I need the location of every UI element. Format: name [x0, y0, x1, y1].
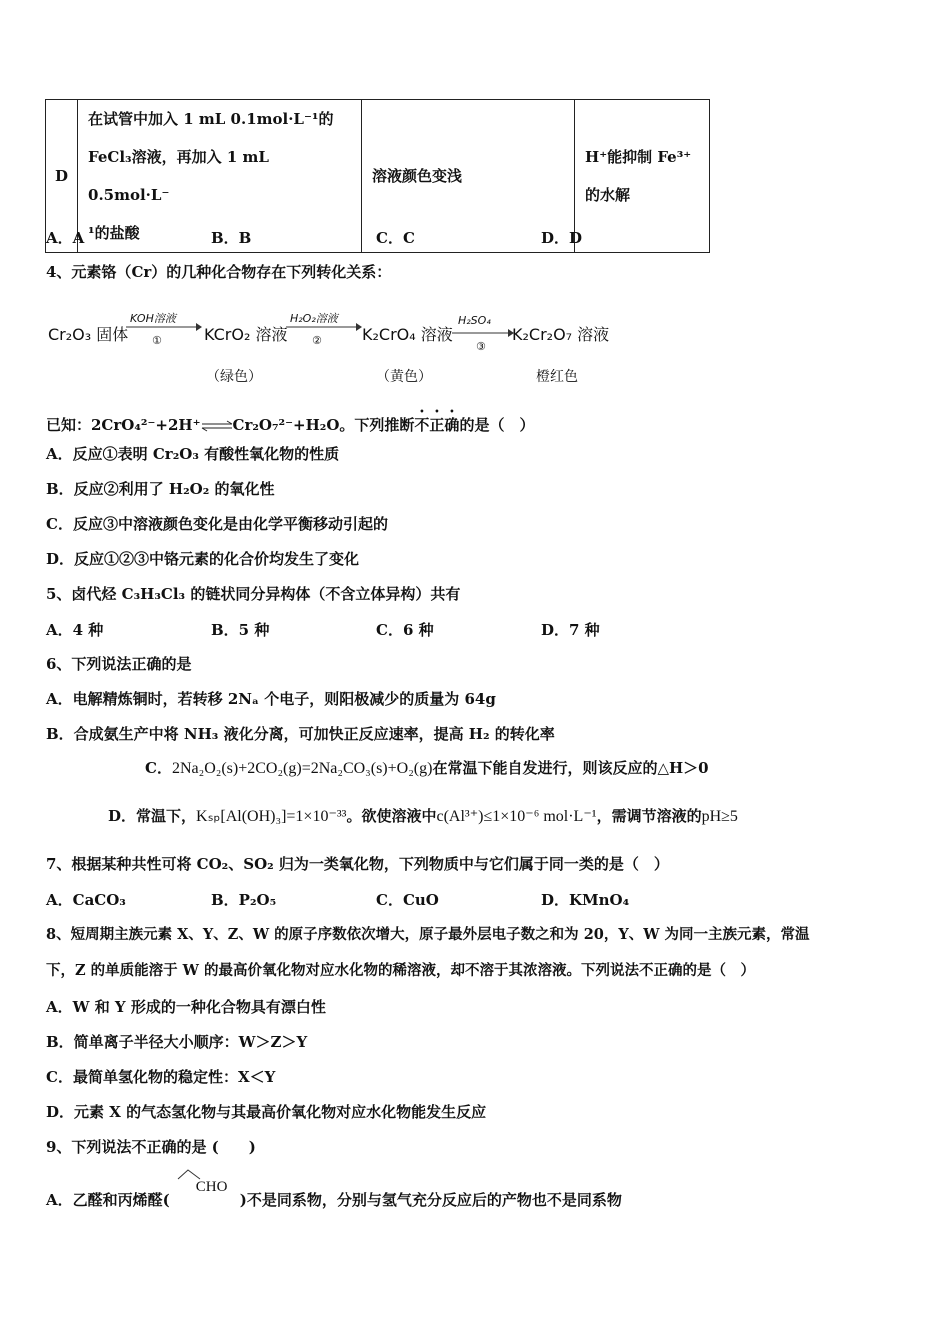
scheme-species-4: K₂Cr₂O₇ 溶液: [512, 325, 610, 344]
scheme-species-1: Cr₂O₃ 固体: [48, 325, 129, 344]
operation-line-2: FeCl₃溶液，再加入 1 mL 0.5mol·L⁻: [88, 148, 269, 204]
q6-option-b[interactable]: B．合成氨生产中将 NH₃ 液化分离，可加快正反应速率，提高 H₂ 的转化率: [46, 725, 555, 743]
q3-option-b[interactable]: B．B: [211, 229, 252, 247]
equilibrium-arrow-icon: [201, 420, 233, 432]
q7-option-b[interactable]: B．P₂O₅: [211, 891, 277, 909]
scheme-reagent-1: KOH溶液: [130, 312, 176, 325]
arrow-3-icon: [452, 328, 514, 338]
q4-option-b[interactable]: B．反应②利用了 H₂O₂ 的氧化性: [46, 480, 275, 498]
q7-option-a[interactable]: A．CaCO₃: [46, 891, 126, 909]
q7-option-d[interactable]: D．KMnO₄: [541, 891, 630, 909]
operation-line-1: 在试管中加入 1 mL 0.1mol·L⁻¹的: [88, 110, 334, 128]
q5-stem: 5、卤代烃 C₃H₃Cl₃ 的链状同分异构体（不含立体异构）共有: [46, 585, 461, 603]
q9-option-a[interactable]: A．乙醛和丙烯醛( CHO )不是同系物，分别与氢气充分反应后的产物也不是同系物: [46, 1185, 622, 1210]
q4-stem: 4、元素铬（Cr）的几种化合物存在下列转化关系：: [46, 263, 392, 281]
q8-option-c[interactable]: C．最简单氢化物的稳定性：X＜Y: [46, 1068, 276, 1086]
q8-stem-line-2: 下，Z 的单质能溶于 W 的最高价氧化物对应水化物的稀溶液，却不溶于其浓溶液。下列说法不正确的是（ ）: [46, 962, 756, 979]
scheme-color-4: 橙红色: [536, 369, 578, 385]
q9-stem: 9、下列说法不正确的是 ( ): [46, 1138, 256, 1156]
row-label: D: [46, 100, 78, 253]
arrow-2-icon: [286, 322, 362, 332]
phenomenon-cell: 溶液颜色变浅: [362, 100, 575, 253]
scheme-species-2: KCrO₂ 溶液: [204, 325, 288, 344]
acrolein-cho-label: CHO: [195, 1179, 228, 1195]
q8-option-a[interactable]: A．W 和 Y 形成的一种化合物具有漂白性: [46, 998, 326, 1016]
q4-option-c[interactable]: C．反应③中溶液颜色变化是由化学平衡移动引起的: [46, 515, 388, 533]
q4-option-d[interactable]: D．反应①②③中铬元素的化合价均发生了变化: [46, 550, 360, 568]
scheme-species-3: K₂CrO₄ 溶液: [362, 325, 453, 344]
q4-known-condition: 已知：2CrO₄²⁻+2H⁺ Cr₂O₇²⁻+H₂O。下列推断不正确的是（ ）: [46, 416, 535, 434]
operation-line-3: ¹的盐酸: [88, 224, 140, 242]
q8-option-d[interactable]: D．元素 X 的气态氢化物与其最高价氧化物对应水化物能发生反应: [46, 1103, 487, 1121]
q5-option-b[interactable]: B．5 种: [211, 621, 270, 639]
q3-option-c[interactable]: C．C: [376, 229, 415, 247]
q6-option-a[interactable]: A．电解精炼铜时，若转移 2Nₐ 个电子，则阳极减少的质量为 64g: [46, 690, 496, 708]
conclusion-line-1: H⁺能抑制 Fe³⁺: [585, 148, 692, 166]
acrolein-structure: [170, 1179, 240, 1205]
q6-stem: 6、下列说法正确的是: [46, 655, 192, 673]
q3-option-d[interactable]: D．D: [541, 229, 583, 247]
scheme-reagent-3: H₂SO₄: [458, 314, 491, 327]
scheme-step-3: ③: [476, 340, 486, 353]
q7-option-c[interactable]: C．CuO: [376, 891, 439, 909]
q5-option-a[interactable]: A．4 种: [46, 621, 104, 639]
scheme-color-3: （黄色）: [376, 369, 432, 385]
q6-option-d[interactable]: D．常温下，Kₛₚ[Al(OH)₃]=1×10⁻³³。欲使溶液中c(Al³⁺)≤1×10⁻⁶ mol·L⁻¹，需调节溶液的pH≥5: [108, 807, 738, 825]
conclusion-cell: [575, 100, 710, 253]
scheme-color-2: （绿色）: [206, 369, 262, 385]
q6-option-c[interactable]: C．2Na₂O₂(s)+2CO₂(g)=2Na₂CO₃(s)+O₂(g)在常温下能自发进行，则该反应的△H＞0: [145, 759, 709, 777]
chromium-conversion-scheme: [46, 310, 626, 390]
q5-option-c[interactable]: C．6 种: [376, 621, 434, 639]
q5-option-d[interactable]: D．7 种: [541, 621, 600, 639]
q7-stem: 7、根据某种共性可将 CO₂、SO₂ 归为一类氧化物，下列物质中与它们属于同一类的是（ ）: [46, 855, 669, 873]
scheme-reagent-2: H₂O₂溶液: [290, 312, 338, 325]
scheme-step-2: ②: [312, 334, 322, 347]
scheme-step-1: ①: [152, 334, 162, 347]
q4-option-a[interactable]: A．反应①表明 Cr₂O₃ 有酸性氧化物的性质: [46, 445, 340, 463]
arrow-1-icon: [126, 322, 202, 332]
q8-option-b[interactable]: B．简单离子半径大小顺序：W＞Z＞Y: [46, 1033, 308, 1051]
q3-option-a[interactable]: A．A: [46, 229, 85, 247]
conclusion-line-2: 的水解: [585, 186, 631, 204]
q8-stem-line-1: 8、短周期主族元素 X、Y、Z、W 的原子序数依次增大，原子最外层电子数之和为 20，Y、W 为同一主族元素，常温: [46, 926, 810, 943]
